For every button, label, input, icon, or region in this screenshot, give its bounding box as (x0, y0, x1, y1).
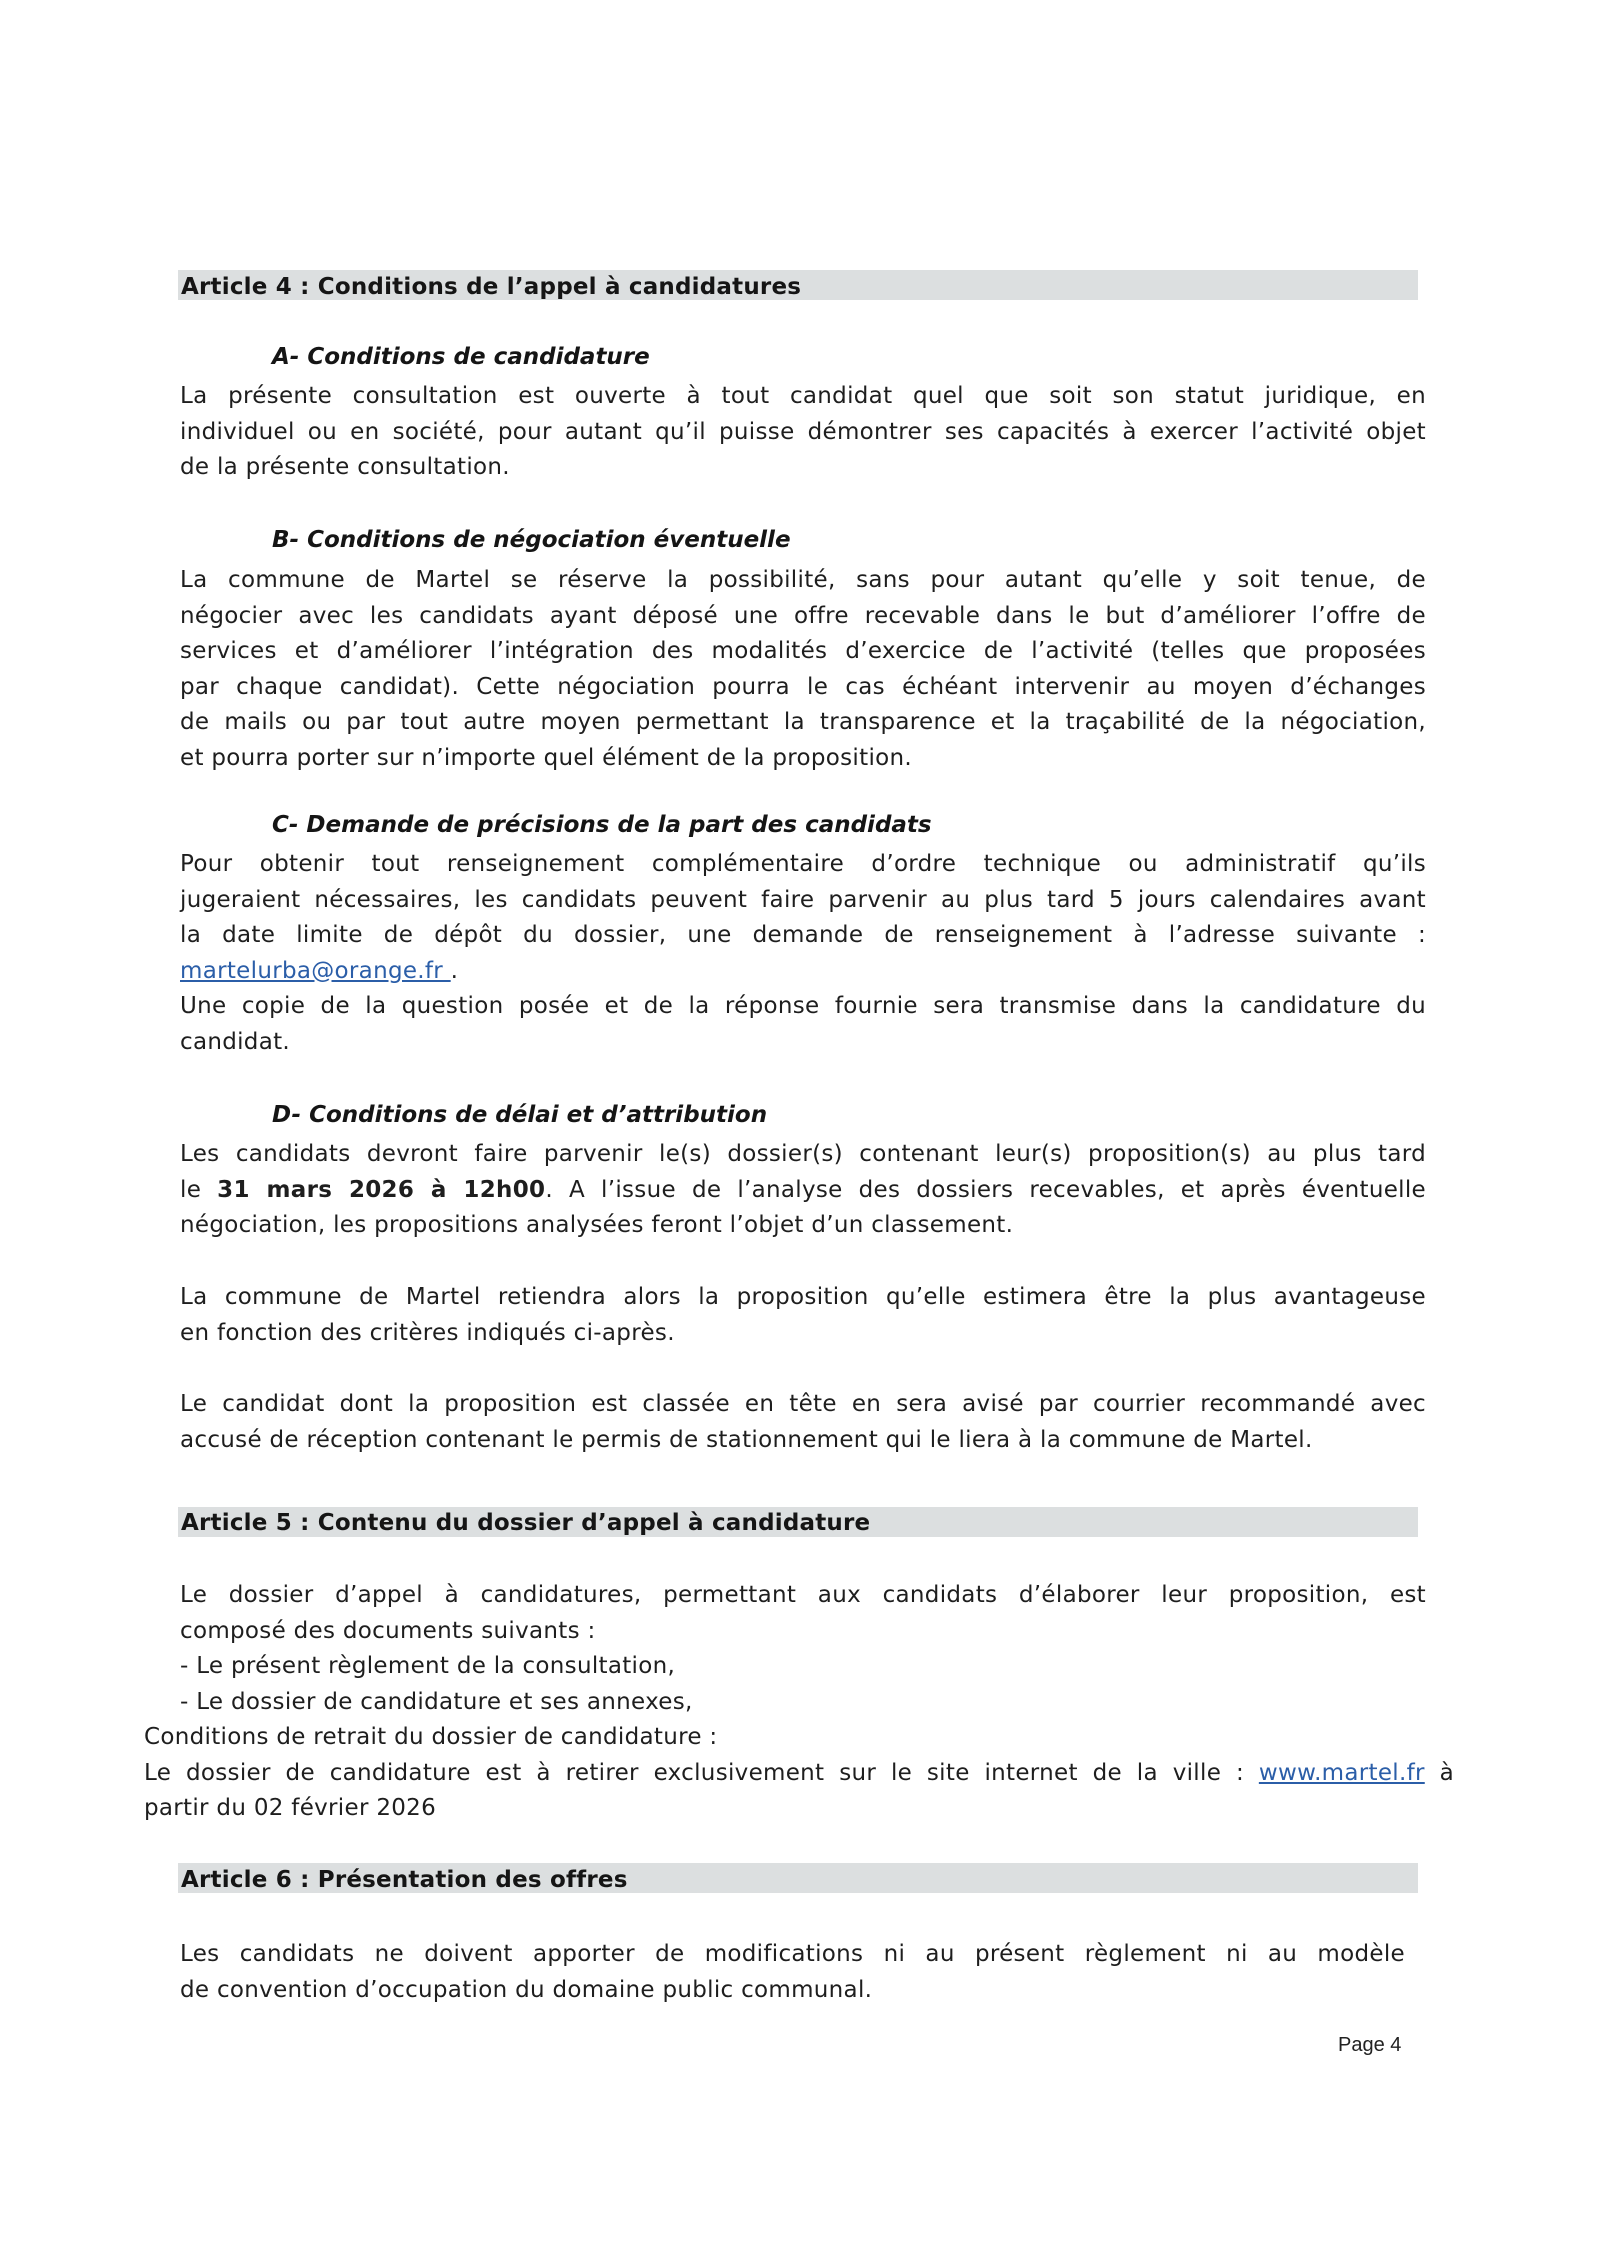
deadline-suffix: . A l’issue de l’analyse des dossiers recevables, et après éventuelle (545, 1176, 1426, 1203)
deadline-line (180, 1173, 1426, 1209)
text-line: Les candidats ne doivent apporter de modifications ni au présent règlement ni au modèle (180, 1941, 1405, 1967)
text-line: et pourra porter sur n’importe quel élément de la proposition. (180, 744, 912, 771)
section-d-body (180, 1137, 1426, 1244)
retrait-section (144, 1720, 1454, 1827)
text-line: services et d’améliorer l’intégration des modalités d’exercice de l’activité (telles que proposées (180, 638, 1426, 664)
section-b-heading: B- Conditions de négociation éventuelle (272, 527, 791, 553)
text-line: Le dossier d’appel à candidatures, permettant aux candidats d’élaborer leur proposition, est (180, 1582, 1426, 1608)
text-line: en fonction des critères indiqués ci-après. (180, 1319, 675, 1346)
list-item: - Le dossier de candidature et ses annexes, (180, 1688, 693, 1715)
section-a-body (180, 379, 1426, 486)
text-line: négociation, les propositions analysées feront l’objet d’un classement. (180, 1212, 1014, 1238)
deadline-prefix: le (180, 1176, 218, 1203)
retrait-label: Conditions de retrait du dossier de candidature : (144, 1724, 718, 1750)
section-d-paragraph-3 (180, 1387, 1426, 1458)
page-number: Page 4 (1338, 2034, 1402, 2056)
text-line: Le candidat dont la proposition est classée en tête en sera avisé par courrier recommandé avec (180, 1391, 1426, 1417)
text-line: Une copie de la question posée et de la réponse fournie sera transmise dans la candidature du (180, 993, 1426, 1019)
article-6-title: Article 6 : Présentation des offres (181, 1867, 628, 1893)
text-line: de convention d’occupation du domaine public communal. (180, 1976, 873, 2003)
retrait-suffix: à (1424, 1759, 1454, 1786)
email-line (180, 954, 1426, 990)
section-d-heading: D- Conditions de délai et d’attribution (272, 1102, 768, 1128)
section-a-heading: A- Conditions de candidature (272, 344, 650, 370)
email-link[interactable]: martelurba@orange.fr (180, 957, 451, 984)
section-d-paragraph-2 (180, 1280, 1426, 1351)
article-4-title: Article 4 : Conditions de l’appel à candidatures (181, 274, 802, 300)
text-line: partir du 02 février 2026 (144, 1795, 437, 1821)
list-item: - Le présent règlement de la consultation, (180, 1653, 676, 1679)
text-line: la date limite de dépôt du dossier, une demande de renseignement à l’adresse suivante : (180, 922, 1426, 948)
section-b-body (180, 563, 1426, 776)
section-c-heading: C- Demande de précisions de la part des candidats (272, 812, 932, 838)
article-5-body (180, 1578, 1426, 1720)
text-line: Pour obtenir tout renseignement complémentaire d’ordre technique ou administratif qu’ils (180, 851, 1426, 877)
text-line: Les candidats devront faire parvenir le(s) dossier(s) contenant leur(s) proposition(s) au plus tard (180, 1141, 1426, 1167)
section-c-body (180, 847, 1426, 1060)
text-line: jugeraient nécessaires, les candidats peuvent faire parvenir au plus tard 5 jours calendaires avant (180, 886, 1426, 913)
email-suffix: . (450, 957, 459, 984)
retrait-line (144, 1756, 1454, 1792)
text-line: accusé de réception contenant le permis de stationnement qui le liera à la commune de Martel. (180, 1426, 1313, 1453)
text-line: individuel ou en société, pour autant qu’il puisse démontrer ses capacités à exercer l’activité objet (180, 418, 1426, 445)
deadline-date: 31 mars 2026 à 12h00 (217, 1176, 546, 1203)
text-line: candidat. (180, 1028, 291, 1055)
website-link[interactable]: www.martel.fr (1258, 1759, 1425, 1786)
text-line: de la présente consultation. (180, 454, 510, 480)
text-line: par chaque candidat). Cette négociation pourra le cas échéant intervenir au moyen d’échanges (180, 673, 1426, 700)
text-line: La commune de Martel se réserve la possibilité, sans pour autant qu’elle y soit tenue, de (180, 567, 1426, 593)
text-line: La présente consultation est ouverte à tout candidat quel que soit son statut juridique, en (180, 383, 1426, 409)
retrait-text: Le dossier de candidature est à retirer exclusivement sur le site internet de la ville : (144, 1759, 1259, 1786)
text-line: composé des documents suivants : (180, 1617, 596, 1644)
text-line: négocier avec les candidats ayant déposé une offre recevable dans le but d’améliorer l’offre de (180, 602, 1426, 629)
text-line: de mails ou par tout autre moyen permettant la transparence et la traçabilité de la négociation, (180, 709, 1426, 735)
text-line: La commune de Martel retiendra alors la proposition qu’elle estimera être la plus avantageuse (180, 1284, 1426, 1310)
article-5-title: Article 5 : Contenu du dossier d’appel à candidature (181, 1510, 871, 1536)
article-6-body (180, 1937, 1405, 2008)
